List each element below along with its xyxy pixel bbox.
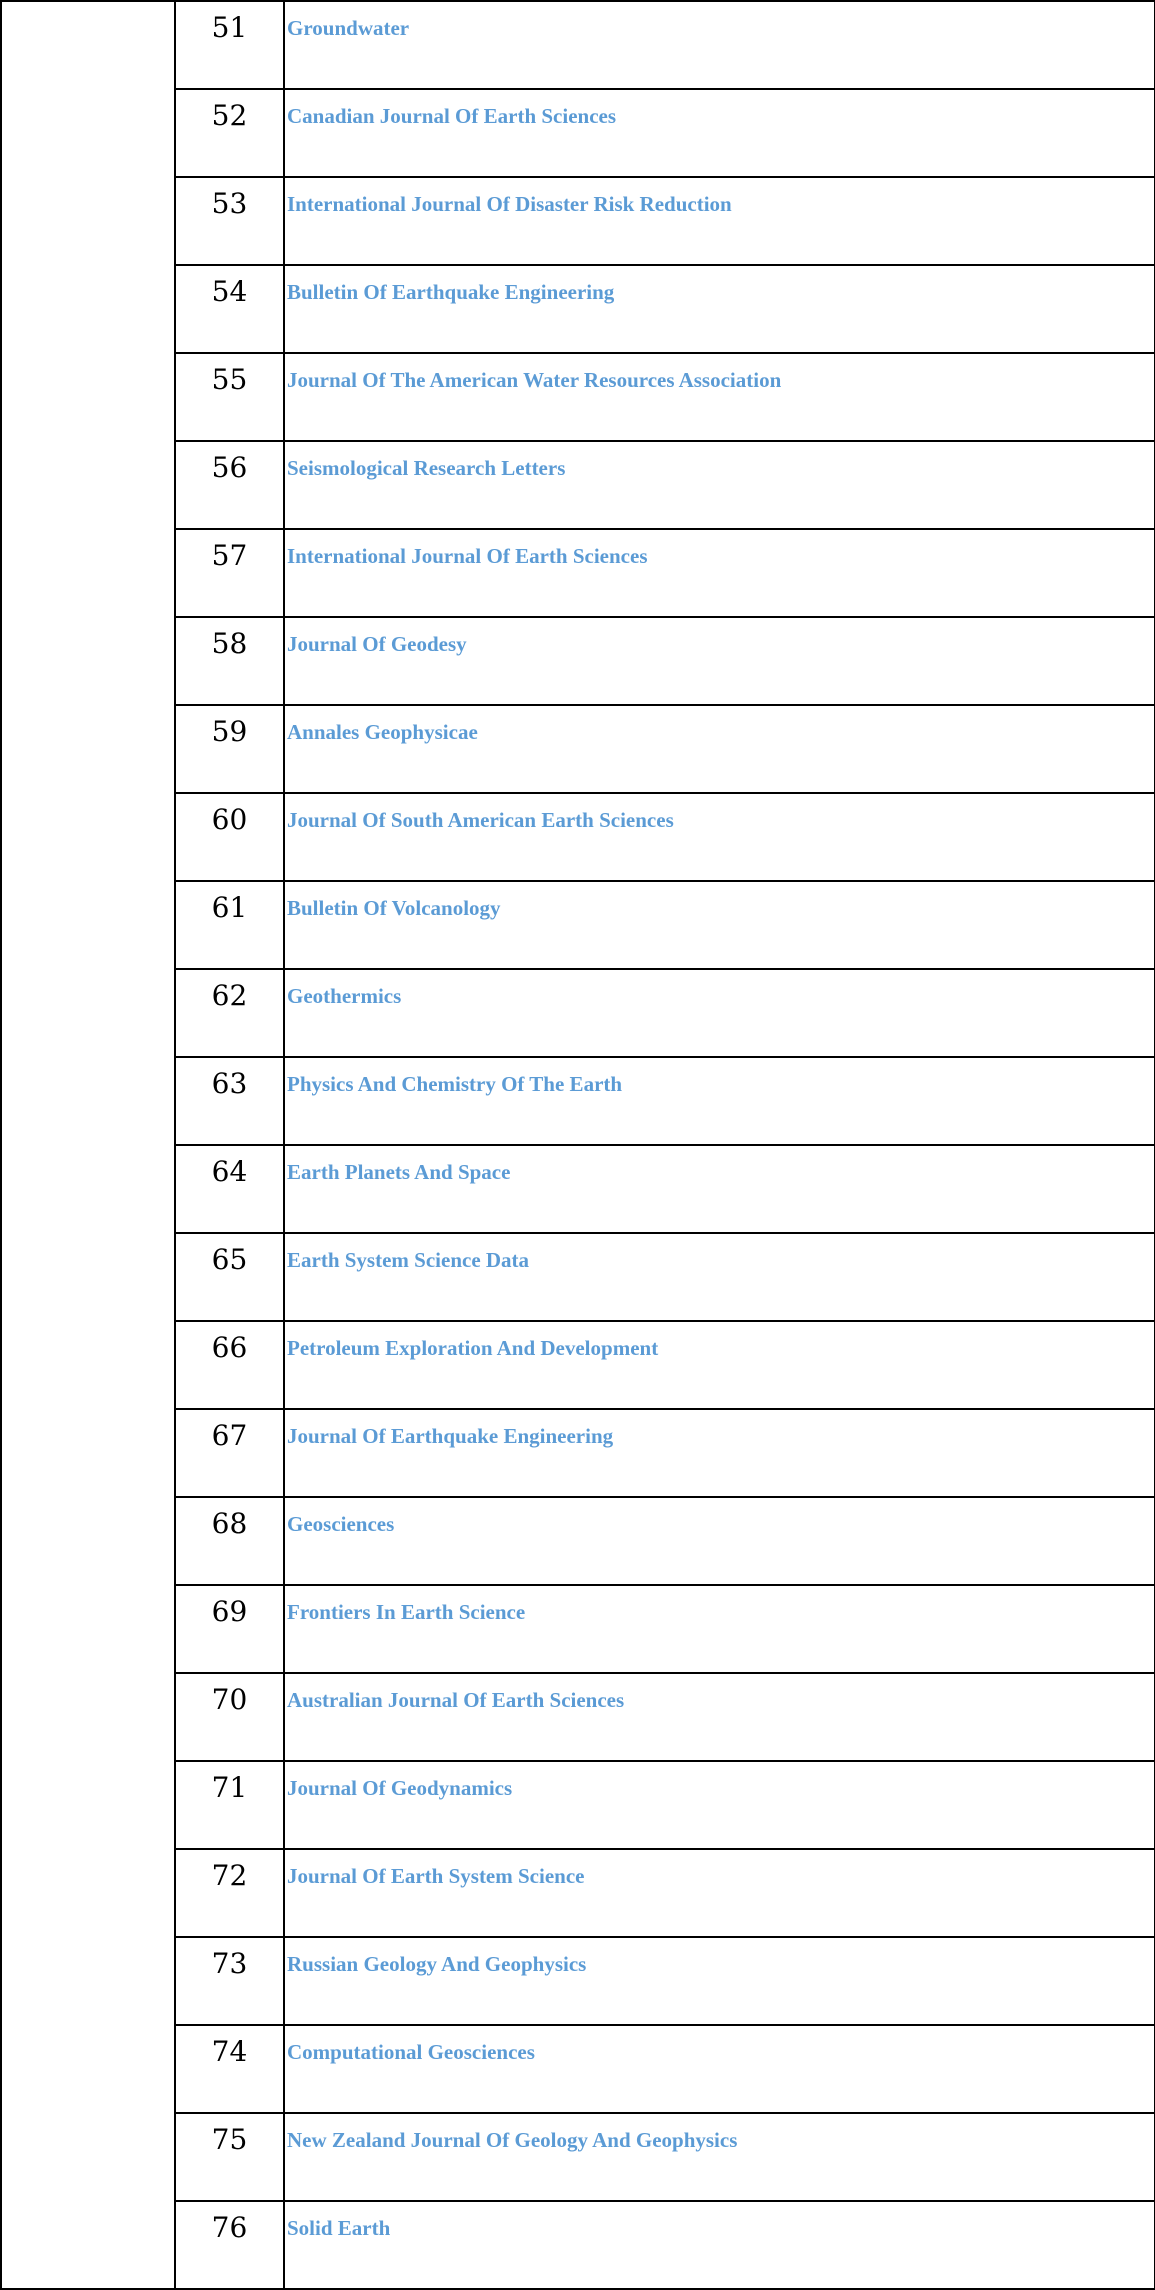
table-row <box>1 2025 1155 2113</box>
row-number: 58 <box>175 617 284 705</box>
row-number: 75 <box>175 2113 284 2201</box>
table-row <box>1 2113 1155 2201</box>
row-number: 51 <box>175 1 284 89</box>
row-number: 54 <box>175 265 284 353</box>
journal-name-link[interactable]: Journal Of Geodynamics <box>284 1761 1155 1849</box>
row-number: 68 <box>175 1497 284 1585</box>
table-row <box>1 1849 1155 1937</box>
journal-name-link[interactable]: Journal Of Geodesy <box>284 617 1155 705</box>
table-row <box>1 177 1155 265</box>
journal-name-link[interactable]: Groundwater <box>284 1 1155 89</box>
journal-name-link[interactable]: Earth Planets And Space <box>284 1145 1155 1233</box>
table-row <box>1 353 1155 441</box>
row-number: 65 <box>175 1233 284 1321</box>
journal-name-link[interactable]: Journal Of Earth System Science <box>284 1849 1155 1937</box>
journal-name-link[interactable]: International Journal Of Disaster Risk Reduction <box>284 177 1155 265</box>
journal-name-link[interactable]: Seismological Research Letters <box>284 441 1155 529</box>
row-number: 71 <box>175 1761 284 1849</box>
journal-name-link[interactable]: Journal Of Earthquake Engineering <box>284 1409 1155 1497</box>
table-row <box>1 1057 1155 1145</box>
journal-name-link[interactable]: International Journal Of Earth Sciences <box>284 529 1155 617</box>
table-row <box>1 89 1155 177</box>
table-row <box>1 1497 1155 1585</box>
table-row <box>1 793 1155 881</box>
table-row <box>1 1 1155 89</box>
row-number: 72 <box>175 1849 284 1937</box>
table-row <box>1 969 1155 1057</box>
row-number: 60 <box>175 793 284 881</box>
journal-name-link[interactable]: Frontiers In Earth Science <box>284 1585 1155 1673</box>
row-number: 64 <box>175 1145 284 1233</box>
journal-name-link[interactable]: Journal Of South American Earth Sciences <box>284 793 1155 881</box>
table-row <box>1 265 1155 353</box>
journal-name-link[interactable]: Bulletin Of Volcanology <box>284 881 1155 969</box>
journal-name-link[interactable]: Earth System Science Data <box>284 1233 1155 1321</box>
journal-name-link[interactable]: Canadian Journal Of Earth Sciences <box>284 89 1155 177</box>
table-row <box>1 1145 1155 1233</box>
table-row <box>1 1761 1155 1849</box>
journal-name-link[interactable]: Physics And Chemistry Of The Earth <box>284 1057 1155 1145</box>
table-row <box>1 1321 1155 1409</box>
journal-name-link[interactable]: Petroleum Exploration And Development <box>284 1321 1155 1409</box>
journal-name-link[interactable]: Annales Geophysicae <box>284 705 1155 793</box>
row-number: 52 <box>175 89 284 177</box>
row-number: 69 <box>175 1585 284 1673</box>
row-number: 55 <box>175 353 284 441</box>
row-number: 62 <box>175 969 284 1057</box>
journal-name-link[interactable]: Russian Geology And Geophysics <box>284 1937 1155 2025</box>
journal-name-link[interactable]: Geothermics <box>284 969 1155 1057</box>
row-number: 66 <box>175 1321 284 1409</box>
table-row <box>1 2201 1155 2289</box>
table-row <box>1 1673 1155 1761</box>
journal-name-link[interactable]: New Zealand Journal Of Geology And Geophysics <box>284 2113 1155 2201</box>
row-number: 67 <box>175 1409 284 1497</box>
table-row <box>1 617 1155 705</box>
table-row <box>1 705 1155 793</box>
row-number: 76 <box>175 2201 284 2289</box>
row-number: 74 <box>175 2025 284 2113</box>
row-number: 53 <box>175 177 284 265</box>
row-number: 70 <box>175 1673 284 1761</box>
journal-name-link[interactable]: Geosciences <box>284 1497 1155 1585</box>
row-number: 56 <box>175 441 284 529</box>
journal-name-link[interactable]: Computational Geosciences <box>284 2025 1155 2113</box>
journal-name-link[interactable]: Australian Journal Of Earth Sciences <box>284 1673 1155 1761</box>
table-row <box>1 881 1155 969</box>
table-row <box>1 441 1155 529</box>
table-row <box>1 1409 1155 1497</box>
table-row <box>1 1233 1155 1321</box>
table-row <box>1 529 1155 617</box>
journal-table-body <box>1 1 1155 2289</box>
group-cell <box>1 1 175 2289</box>
row-number: 73 <box>175 1937 284 2025</box>
table-row <box>1 1937 1155 2025</box>
row-number: 63 <box>175 1057 284 1145</box>
journal-name-link[interactable]: Solid Earth <box>284 2201 1155 2289</box>
journal-name-link[interactable]: Journal Of The American Water Resources Association <box>284 353 1155 441</box>
row-number: 61 <box>175 881 284 969</box>
row-number: 59 <box>175 705 284 793</box>
table-row <box>1 1585 1155 1673</box>
row-number: 57 <box>175 529 284 617</box>
journal-name-link[interactable]: Bulletin Of Earthquake Engineering <box>284 265 1155 353</box>
